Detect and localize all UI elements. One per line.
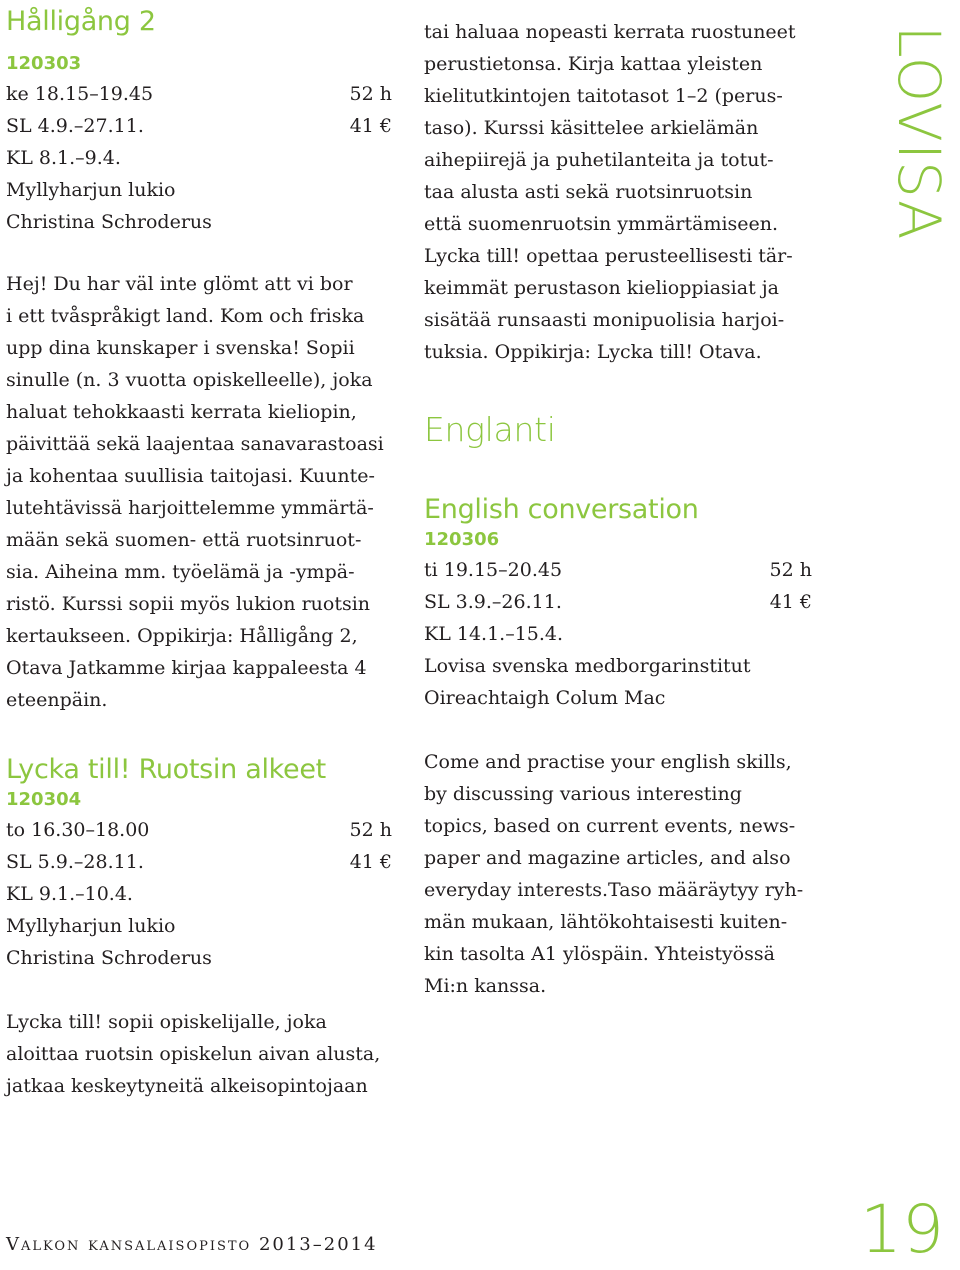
course-schedule [424, 554, 812, 714]
page-number: 19 [860, 1191, 944, 1268]
course-title-hallegang: Hålligång 2 [6, 6, 156, 37]
course-description: Come and practise your english skills, by discussing various interesting topics, based on current events, news- paper and magazine articles, and also everyday interests.Taso määräytyy ryh- män mukaan, lähtökohtaisesti kuiten- kin tasolta A1 ylöspäin. Yhteistyössä Mi:n kanssa. [424, 751, 804, 997]
schedule-row: Myllyharjun lukio [6, 915, 176, 937]
right-column [424, 0, 812, 1002]
schedule-row: Christina Schroderus [6, 947, 212, 969]
course-schedule [6, 78, 392, 238]
course-code: 120304 [6, 789, 82, 810]
schedule-row: Christina Schroderus [6, 211, 212, 233]
schedule-row: KL 14.1.–15.4. [424, 623, 564, 645]
schedule-row: to 16.30–18.00 52 h [6, 819, 392, 841]
course-description: Lycka till! sopii opiskelijalle, joka aloittaa ruotsin opiskelun aivan alusta, jatkaa keskeytyneitä alkeisopintojaan [6, 1011, 381, 1097]
course-code: 120303 [6, 53, 82, 74]
schedule-row: Oireachtaigh Colum Mac [424, 687, 666, 709]
course-title-english-conversation: English conversation [424, 494, 699, 525]
subject-heading-englanti: Englanti [424, 410, 556, 449]
schedule-row: KL 8.1.–9.4. [6, 147, 121, 169]
schedule-row: SL 4.9.–27.11. 41 € [6, 115, 392, 137]
course-code: 120306 [424, 529, 500, 550]
schedule-row: Lovisa svenska medborgarinstitut [424, 655, 751, 677]
schedule-row: SL 5.9.–28.11. 41 € [6, 851, 392, 873]
course-description: Hej! Du har väl inte glömt att vi bor i ett tvåspråkigt land. Kom och friska upp dina kunskaper i svenska! Sopii sinulle (n. 3 vuotta opiskelleelle), joka haluat tehokkaasti kerrata kieliopin, päivittää sekä laajentaa sanavarastoasi ja kohentaa suullisia taitojasi. Kuunte- lutehtävissä harjoittelemme ymmärtä- mään sekä suomen- että ruotsinruot- sia. Aiheina mm. työelämä ja -ympä- ristö. Kurssi sopii myös lukion ruotsin kertaukseen. Oppikirja: Hålligång 2, Otava Jatkamme kirjaa kappaleesta 4 eteenpäin. [6, 273, 384, 711]
course-title-lycka-till: Lycka till! Ruotsin alkeet [6, 754, 326, 785]
footer-publisher: Valkon kansalaisopisto 2013–2014 [6, 1234, 378, 1255]
schedule-row: ke 18.15–19.45 52 h [6, 83, 392, 105]
vertical-location-title: LOVISA [885, 25, 953, 241]
schedule-row: ti 19.15–20.45 52 h [424, 559, 812, 581]
schedule-row: SL 3.9.–26.11. 41 € [424, 591, 812, 613]
course-schedule [6, 814, 392, 974]
left-column [6, 0, 392, 1102]
schedule-row: Myllyharjun lukio [6, 179, 176, 201]
schedule-row: KL 9.1.–10.4. [6, 883, 133, 905]
continued-description: tai haluaa nopeasti kerrata ruostuneet perustietonsa. Kirja kattaa yleisten kielitutkintojen taitotasot 1–2 (perus- taso). Kurssi käsittelee arkielämän aihepiirejä ja puhetilanteita ja totut- taa alusta asti sekä ruotsinruotsin että suomenruotsin ymmärtämiseen. Lycka till! opettaa perusteellisesti tär- keimmät perustason kielioppiasiat ja sisätää runsaasti monipuolisia harjoi- tuksia. Oppikirja: Lycka till! Otava. [424, 21, 796, 363]
